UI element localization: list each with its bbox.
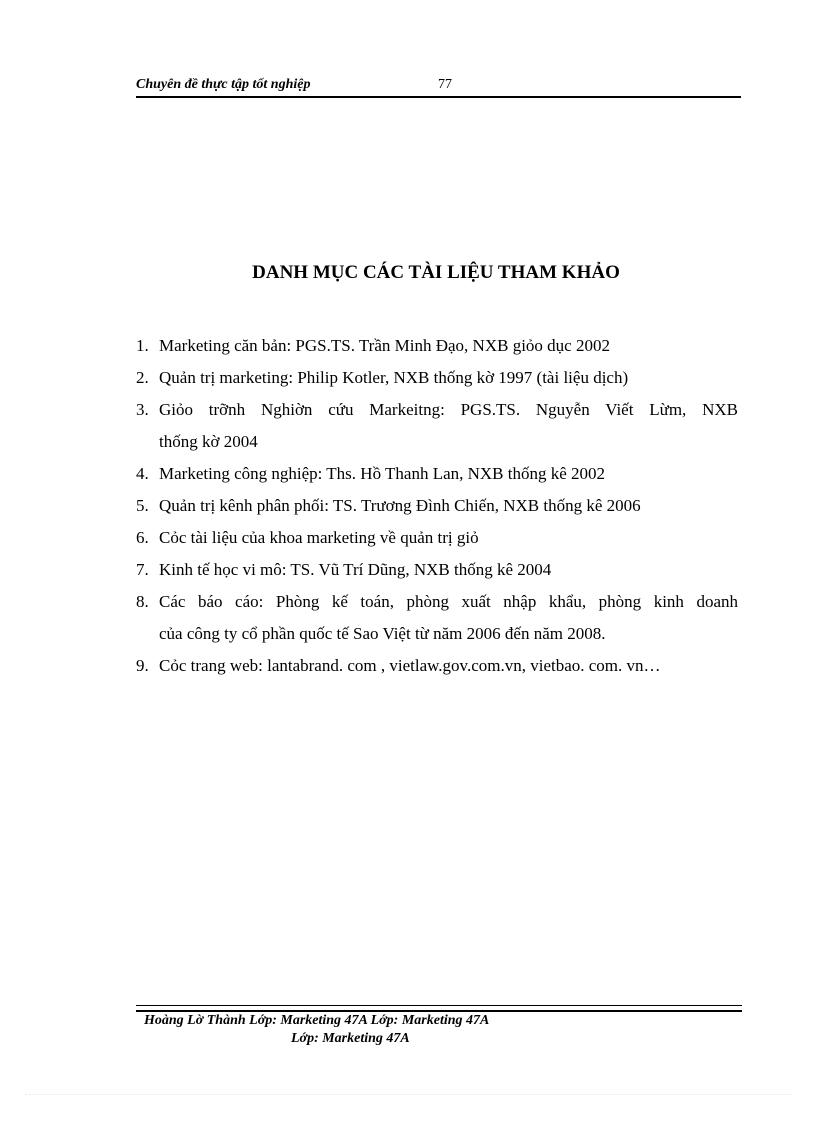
reference-item [136, 362, 738, 394]
reference-item [136, 330, 738, 362]
references-title: DANH MỤC CÁC TÀI LIỆU THAM KHẢO [252, 262, 620, 283]
reference-number: 4. [136, 464, 149, 483]
reference-item [136, 650, 738, 682]
reference-text: Cỏc tài liệu của khoa marketing về quản trị giỏ [159, 528, 479, 547]
reference-number: 1. [136, 336, 149, 355]
page-edge-divider [25, 1094, 791, 1095]
footer-rule [136, 1005, 742, 1012]
reference-item [136, 522, 738, 554]
reference-number: 8. [136, 592, 149, 611]
reference-text: Quản trị kênh phân phối: TS. Trương Đình Chiến, NXB thống kê 2006 [159, 496, 641, 515]
reference-number: 6. [136, 528, 149, 547]
reference-item [136, 490, 738, 522]
reference-number: 5. [136, 496, 149, 515]
reference-text: Marketing căn bản: PGS.TS. Trần Minh Đạo, NXB giỏo dục 2002 [159, 336, 610, 355]
footer-author: Hoàng Lờ Thành Lớp: Marketing 47A Lớp: Marketing 47A [144, 1013, 490, 1028]
reference-number: 7. [136, 560, 149, 579]
reference-number: 2. [136, 368, 149, 387]
reference-list [136, 330, 738, 682]
reference-text: Kinh tế học vi mô: TS. Vũ Trí Dũng, NXB thống kê 2004 [159, 560, 552, 579]
reference-number: 3. [136, 400, 149, 419]
reference-item [136, 586, 738, 650]
reference-text-line1: Giỏo trỡnh Nghiờn cứu Markeitng: PGS.TS. Nguyễn Viết Lừm, NXB [159, 400, 738, 419]
reference-text: Cỏc trang web: lantabrand. com , vietlaw.gov.com.vn, vietbao. com. vn… [159, 656, 661, 675]
page-header [136, 76, 741, 98]
reference-text: Quản trị marketing: Philip Kotler, NXB thống kờ 1997 (tài liệu dịch) [159, 368, 629, 387]
reference-item [136, 554, 738, 586]
reference-text: Marketing công nghiệp: Ths. Hồ Thanh Lan, NXB thống kê 2002 [159, 464, 606, 483]
page-number: 77 [438, 77, 452, 92]
reference-text-line2: của công ty cổ phần quốc tế Sao Việt từ năm 2006 đến năm 2008. [159, 624, 606, 643]
reference-item [136, 394, 738, 458]
footer-class: Lớp: Marketing 47A [291, 1031, 410, 1046]
reference-number: 9. [136, 656, 149, 675]
header-title: Chuyên đề thực tập tốt nghiệp [136, 77, 311, 92]
reference-item [136, 458, 738, 490]
reference-text-line2: thống kờ 2004 [159, 432, 258, 451]
reference-text-line1: Các báo cáo: Phòng kế toán, phòng xuất nhập khẩu, phòng kinh doanh [159, 592, 738, 611]
